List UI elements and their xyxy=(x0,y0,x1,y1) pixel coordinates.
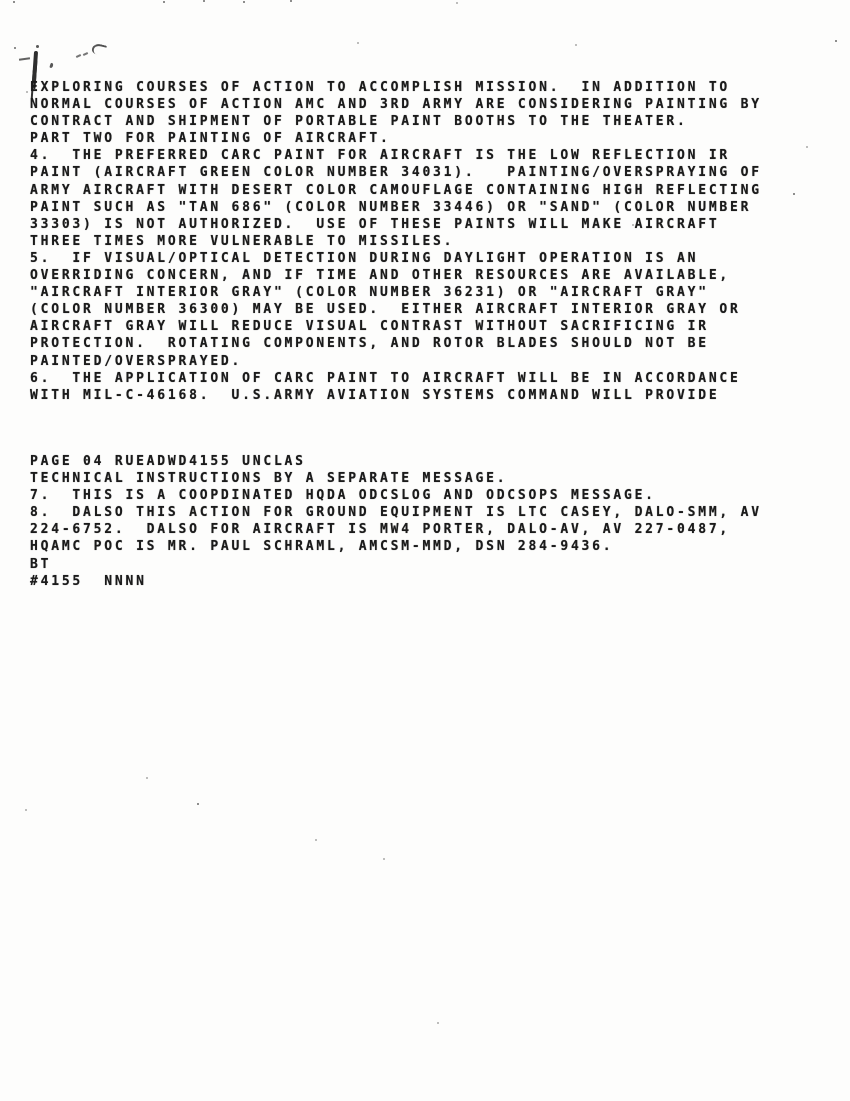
scan-speck xyxy=(357,42,359,44)
text-line: 7. THIS IS A COOPDINATED HQDA ODCSLOG AND ODCSOPS MESSAGE. xyxy=(30,488,656,504)
text-line: PART TWO FOR PAINTING OF AIRCRAFT. xyxy=(30,131,391,147)
text-line: ARMY AIRCRAFT WITH DESERT COLOR CAMOUFLAGE CONTAINING HIGH REFLECTING xyxy=(30,182,762,198)
scan-speck xyxy=(197,803,199,805)
pen-dash-mark xyxy=(19,57,30,61)
text-line: AIRCRAFT GRAY WILL REDUCE VISUAL CONTRAST WITHOUT SACRIFICING IR xyxy=(30,319,709,335)
text-line: CONTRACT AND SHIPMENT OF PORTABLE PAINT BOOTHS TO THE THEATER. xyxy=(30,114,688,130)
scan-speck xyxy=(13,1,15,3)
text-line: PAINT SUCH AS "TAN 686" (COLOR NUMBER 33446) OR "SAND" (COLOR NUMBER xyxy=(30,199,752,215)
text-line: 5. IF VISUAL/OPTICAL DETECTION DURING DAYLIGHT OPERATION IS AN xyxy=(30,250,699,266)
scan-speck xyxy=(203,0,205,2)
text-line: OVERRIDING CONCERN, AND IF TIME AND OTHER RESOURCES ARE AVAILABLE, xyxy=(30,268,731,284)
text-line: PAINT (AIRCRAFT GREEN COLOR NUMBER 34031). PAINTING/OVERSPRAYING OF xyxy=(30,165,762,181)
message-body-text xyxy=(30,79,762,404)
text-line: 6. THE APPLICATION OF CARC PAINT TO AIRCRAFT WILL BE IN ACCORDANCE xyxy=(30,370,741,386)
text-line: (COLOR NUMBER 36300) MAY BE USED. EITHER AIRCRAFT INTERIOR GRAY OR xyxy=(30,302,741,318)
text-line: #4155 NNNN xyxy=(30,573,147,589)
scan-speck xyxy=(243,1,245,3)
scan-speck xyxy=(793,193,795,195)
scan-speck xyxy=(163,1,165,3)
text-line: PROTECTION. ROTATING COMPONENTS, AND ROTOR BLADES SHOULD NOT BE xyxy=(30,336,709,352)
scan-speck xyxy=(14,47,16,49)
text-line: 4. THE PREFERRED CARC PAINT FOR AIRCRAFT IS THE LOW REFLECTION IR xyxy=(30,148,731,164)
text-line: WITH MIL-C-46168. U.S.ARMY AVIATION SYSTEMS COMMAND WILL PROVIDE xyxy=(30,387,720,403)
pen-tick-mark xyxy=(83,52,88,56)
scan-speck xyxy=(26,91,28,93)
scan-speck xyxy=(383,858,385,860)
scan-speck xyxy=(575,44,577,46)
pen-curve-mark xyxy=(91,42,107,56)
text-line: EXPLORING COURSES OF ACTION TO ACCOMPLISH MISSION. IN ADDITION TO xyxy=(30,80,731,95)
text-line: 33303) IS NOT AUTHORIZED. USE OF THESE PAINTS WILL MAKE AIRCRAFT xyxy=(30,216,720,232)
pen-comma-mark xyxy=(49,63,53,69)
pen-tick-mark xyxy=(76,54,81,58)
scan-speck xyxy=(835,40,837,42)
text-line: TECHNICAL INSTRUCTIONS BY A SEPARATE MESSAGE. xyxy=(30,471,508,487)
scan-speck xyxy=(25,809,27,811)
text-line: PAGE 04 RUEADWD4155 UNCLAS xyxy=(30,454,306,469)
pen-stroke-mark xyxy=(32,51,38,82)
text-line: "AIRCRAFT INTERIOR GRAY" (COLOR NUMBER 36231) OR "AIRCRAFT GRAY" xyxy=(30,285,709,301)
scan-speck xyxy=(146,777,148,779)
scan-speck xyxy=(315,839,317,841)
scan-speck xyxy=(456,2,458,4)
message-footer-text xyxy=(30,453,762,590)
text-line: 224-6752. DALSO FOR AIRCRAFT IS MW4 PORTER, DALO-AV, AV 227-0487, xyxy=(30,522,731,538)
pen-dot-mark xyxy=(36,45,39,48)
text-line: HQAMC POC IS MR. PAUL SCHRAML, AMCSM-MMD, DSN 284-9436. xyxy=(30,539,614,555)
text-line: NORMAL COURSES OF ACTION AMC AND 3RD ARMY ARE CONSIDERING PAINTING BY xyxy=(30,97,762,113)
text-line: THREE TIMES MORE VULNERABLE TO MISSILES. xyxy=(30,233,455,249)
text-line: BT xyxy=(30,556,52,572)
text-line: PAINTED/OVERSPRAYED. xyxy=(30,353,243,369)
text-line: 8. DALSO THIS ACTION FOR GROUND EQUIPMENT IS LTC CASEY, DALO-SMM, AV xyxy=(30,505,762,521)
scan-speck xyxy=(437,1022,439,1024)
scan-speck xyxy=(290,0,292,2)
scan-speck xyxy=(806,146,808,148)
